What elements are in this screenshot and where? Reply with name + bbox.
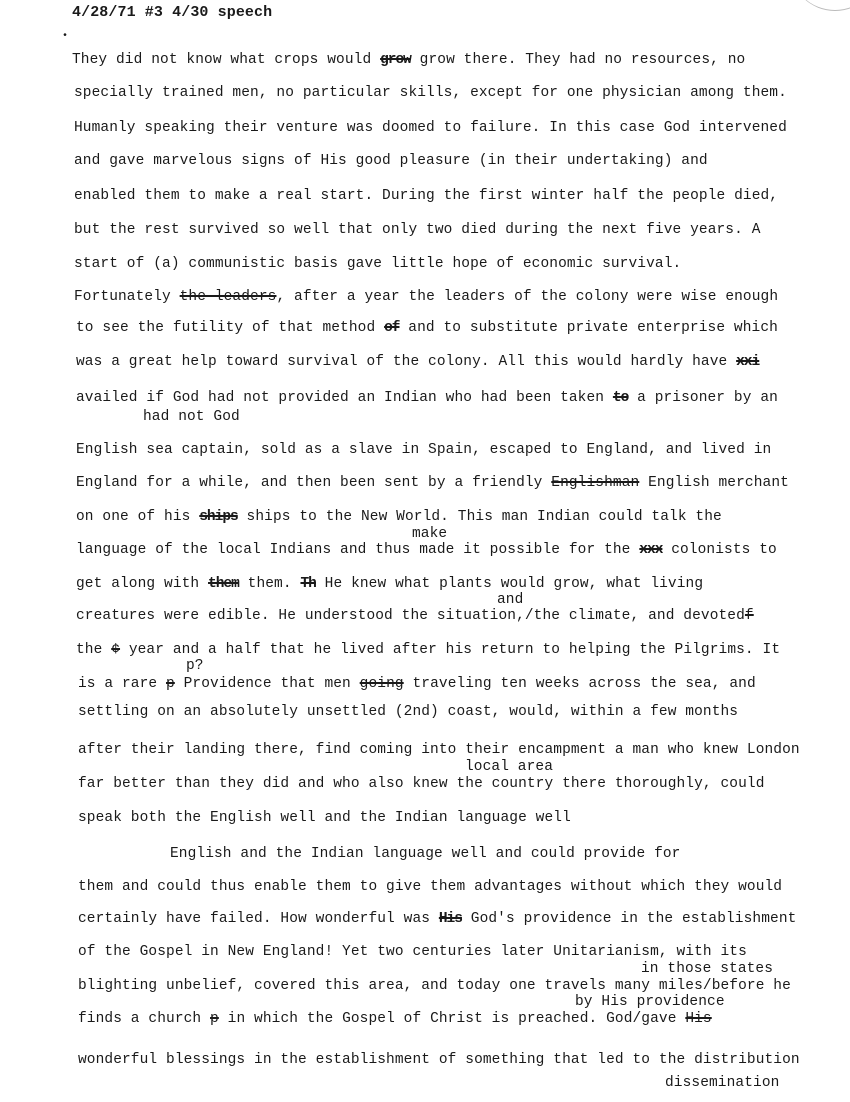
- page-corner-mark: [790, 0, 850, 11]
- text-line-3: Humanly speaking their venture was doomed to failure. In this case God intervened: [74, 120, 787, 136]
- strikeout: of: [384, 320, 400, 336]
- interlinear-insertion: p?: [186, 658, 204, 674]
- text-line-1: They did not know what crops would grow grow there. They had no resources, no: [72, 52, 746, 68]
- text-line-21: after their landing there, find coming into their encampment a man who knew London: [78, 742, 800, 758]
- strikeout: them: [208, 576, 239, 592]
- text-line-19: is a rare p Providence that men going traveling ten weeks across the sea, and: [78, 676, 756, 692]
- strikeout: ¢: [111, 642, 121, 658]
- text-line-27: of the Gospel in New England! Yet two centuries later Unitarianism, with its: [78, 944, 747, 960]
- text-line-20: settling on an absolutely unsettled (2nd) coast, would, within a few months: [78, 704, 739, 720]
- text-line-17: creatures were edible. He understood the situation,/the climate, and devotedf: [76, 608, 754, 624]
- document-header: 4/28/71 #3 4/30 speech: [72, 4, 273, 21]
- text-line-16: get along with them them. Th He knew what plants would grow, what living: [76, 576, 704, 592]
- interlinear-insertion: dissemination: [665, 1075, 780, 1091]
- text-line-14: on one of his ships ships to the New World. This man Indian could talk the: [76, 509, 722, 525]
- text-line-13: England for a while, and then been sent by a friendly Englishman English merchant: [76, 475, 789, 491]
- strikeout: grow: [380, 52, 411, 68]
- text-line-5: enabled them to make a real start. During the first winter half the people died,: [74, 188, 779, 204]
- strikeout: to: [612, 390, 629, 406]
- strikeout: His: [438, 911, 462, 927]
- strikeout: going: [359, 676, 404, 692]
- text-line-29: finds a church p in which the Gospel of Christ is preached. God/gave His: [78, 1011, 712, 1027]
- margin-dot: •: [62, 31, 69, 42]
- interlinear-insertion: by His providence: [575, 994, 725, 1010]
- text-line-15: language of the local Indians and thus made it possible for the xxx colonists to: [76, 542, 777, 558]
- text-line-23: speak both the English well and the Indian language well: [78, 810, 571, 826]
- text-line-12: English sea captain, sold as a slave in Spain, escaped to England, and lived in: [76, 442, 772, 458]
- interlinear-insertion: and: [497, 592, 524, 608]
- interlinear-insertion: make: [412, 526, 448, 542]
- interlinear-insertion: had not God: [143, 409, 240, 425]
- text-line-18: the ¢ year and a half that he lived after his return to helping the Pilgrims. It: [76, 642, 781, 658]
- strikeout: ships: [199, 509, 238, 525]
- text-line-11: availed if God had not provided an Indian who had been taken to a prisoner by an: [76, 390, 778, 406]
- text-line-25: them and could thus enable them to give them advantages without which they would: [78, 879, 783, 895]
- strikeout: xxi: [736, 354, 760, 370]
- text-line-8: Fortunately the leaders, after a year the leaders of the colony were wise enough: [74, 289, 779, 305]
- text-line-26: certainly have failed. How wonderful was His God's providence in the establishment: [78, 911, 797, 927]
- text-line-2: specially trained men, no particular skills, except for one physician among them.: [74, 85, 787, 101]
- text-line-24: English and the Indian language well and could provide for: [170, 846, 681, 862]
- text-line-9: to see the futility of that method of and to substitute private enterprise which: [76, 320, 778, 336]
- strikeout: f: [744, 608, 754, 624]
- text-line-22: far better than they did and who also knew the country there thoroughly, could: [78, 776, 765, 792]
- strikeout: p: [210, 1011, 219, 1027]
- text-line-30: wonderful blessings in the establishment of something that led to the distribution: [78, 1052, 800, 1068]
- text-line-10: was a great help toward survival of the colony. All this would hardly have xxi: [76, 354, 760, 370]
- interlinear-insertion: in those states: [641, 961, 774, 977]
- text-line-4: and gave marvelous signs of His good pleasure (in their undertaking) and: [74, 153, 708, 169]
- strikeout: His: [685, 1011, 712, 1027]
- interlinear-insertion: local area: [465, 759, 554, 775]
- text-line-28: blighting unbelief, covered this area, and today one travels many miles/before he: [78, 978, 791, 994]
- strikeout: p: [166, 676, 175, 692]
- text-line-6: but the rest survived so well that only two died during the next five years. A: [74, 222, 761, 238]
- strikeout: the leaders: [179, 289, 277, 305]
- strikeout: xxx: [639, 542, 663, 558]
- strikeout: Englishman: [551, 475, 640, 491]
- text-line-7: start of (a) communistic basis gave little hope of economic survival.: [74, 256, 682, 272]
- strikeout: Th: [300, 576, 316, 592]
